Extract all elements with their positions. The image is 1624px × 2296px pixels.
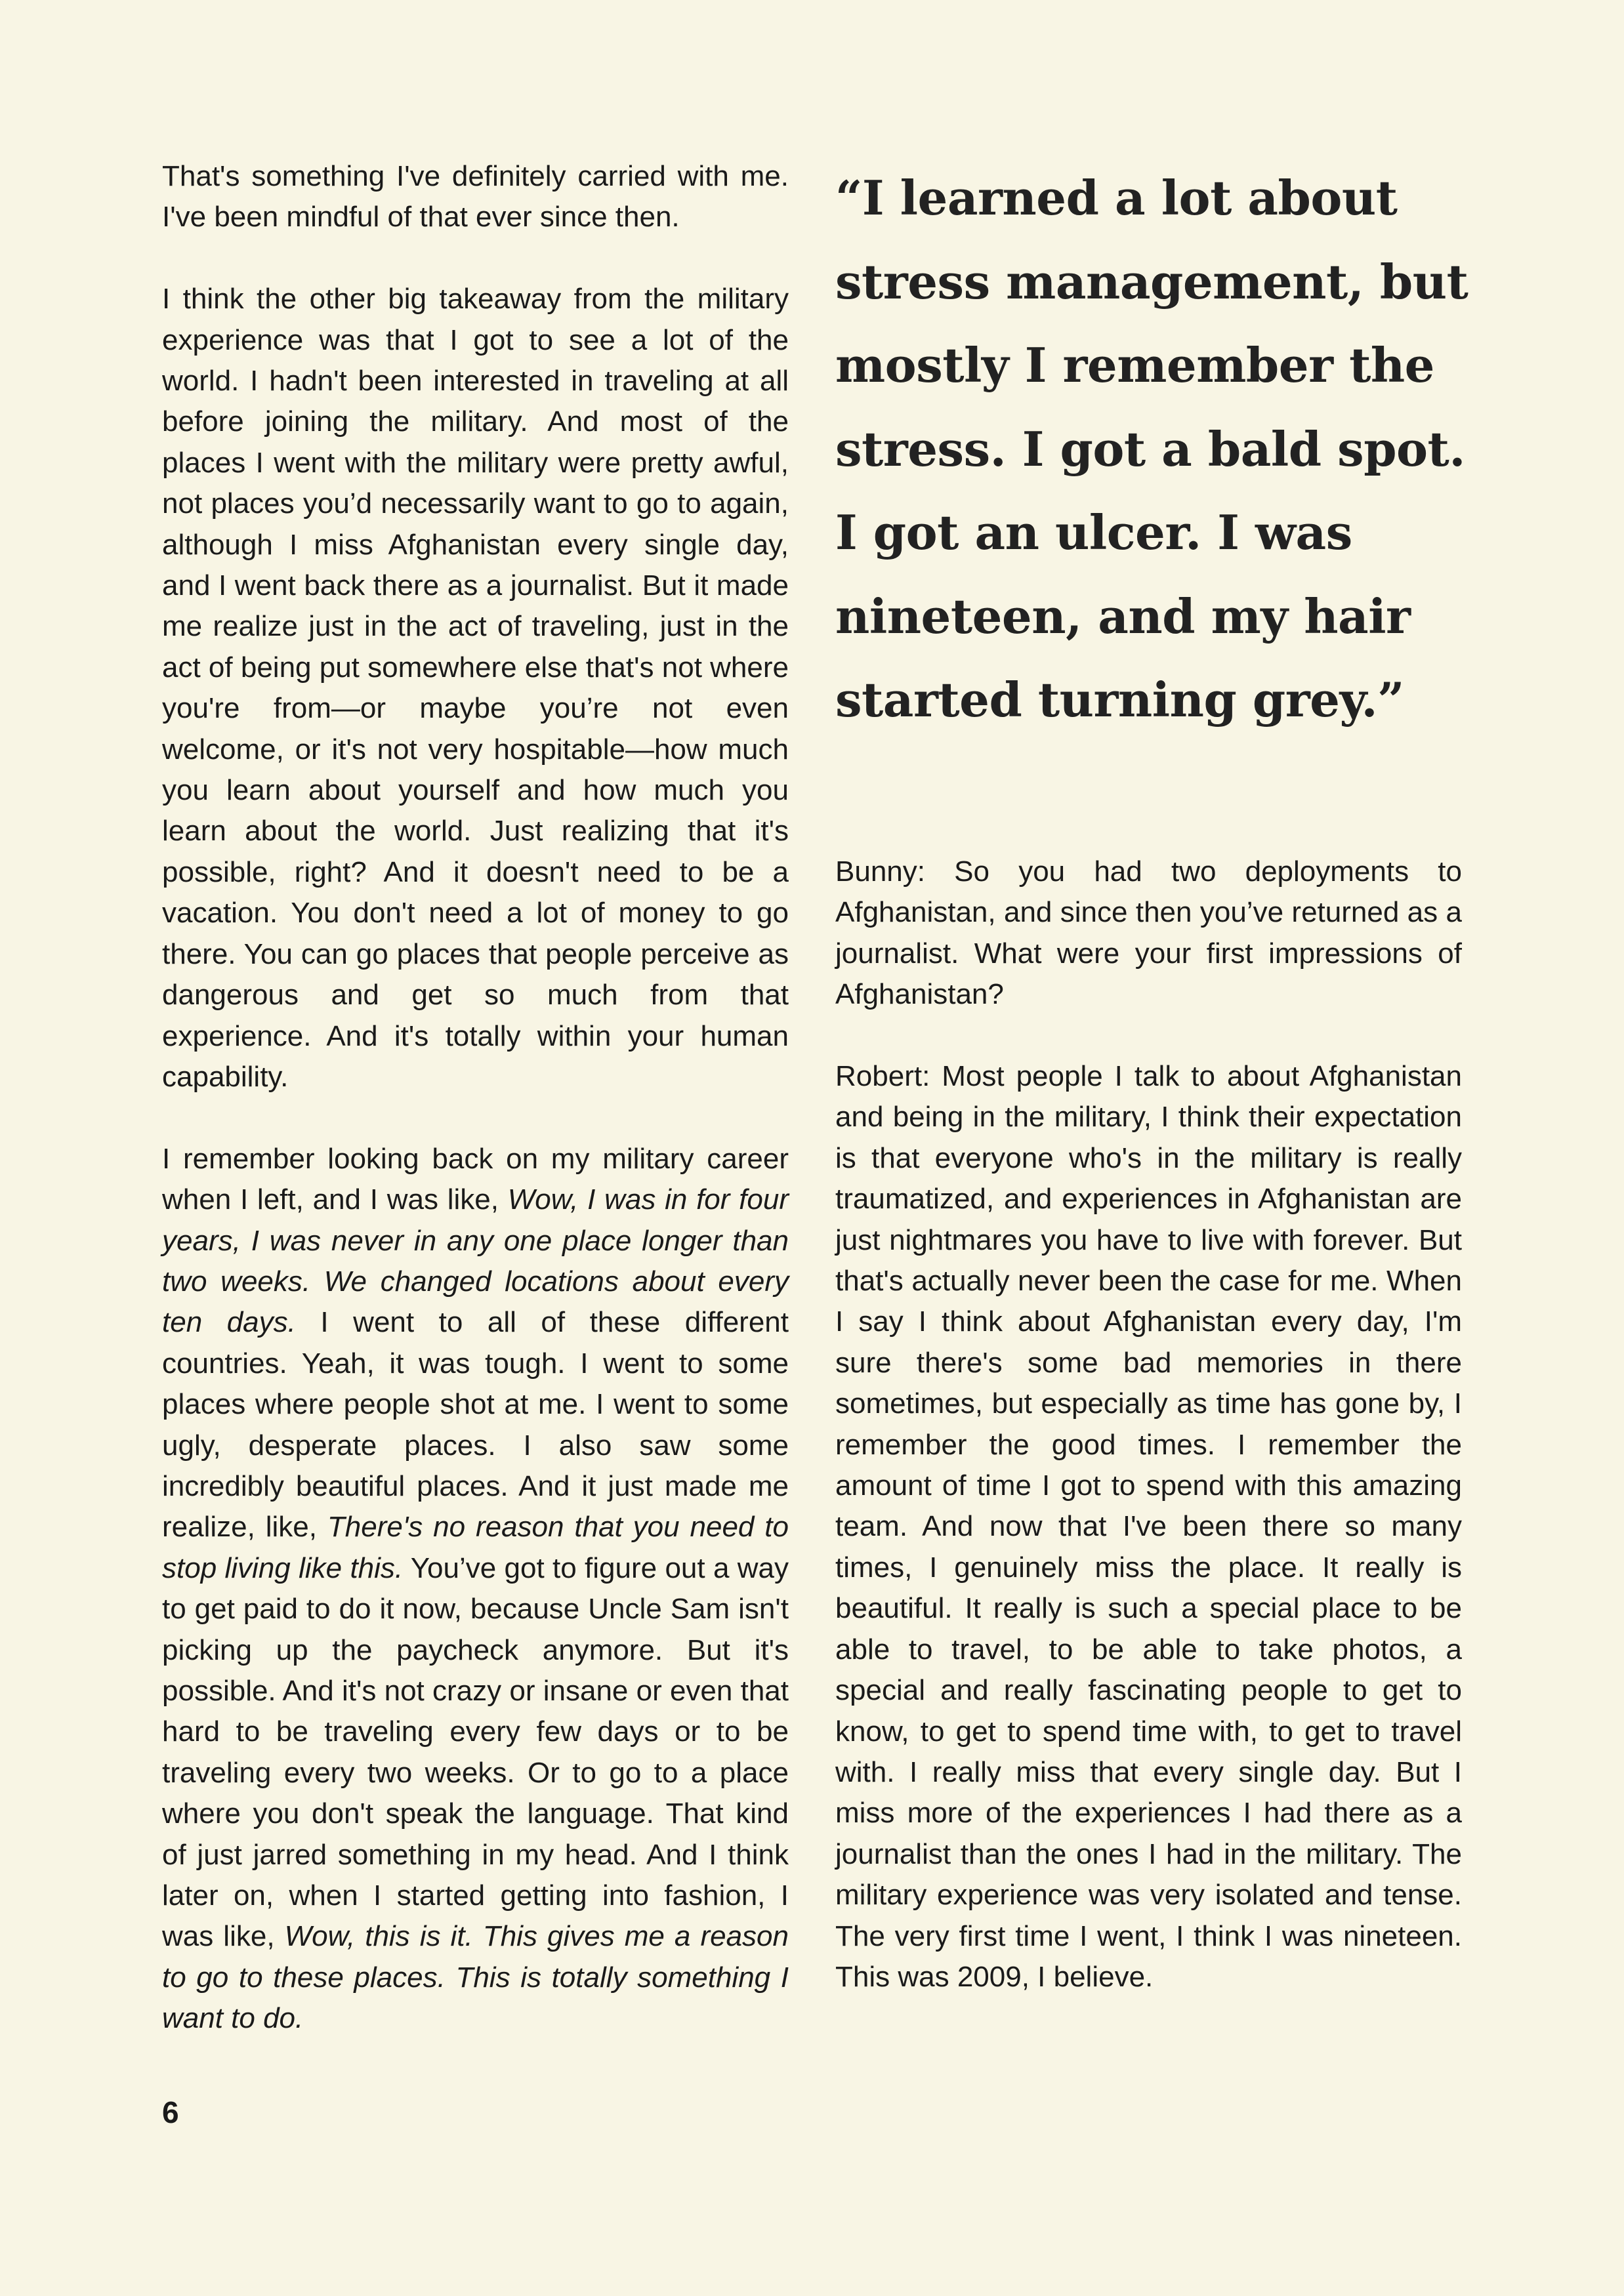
left-paragraph-3-italic-2: There's no reason that you need to stop living like this.	[162, 1511, 789, 1584]
right-paragraph-2: Robert: Most people I talk to about Afghanistan and being in the military, I think their expectation is that everyone who's in the military is really traumatized, and experiences in Afghanistan are just nightmares you have to live with forever. But that's actually never been the case for me. When I say I think about Afghanistan every day, I'm sure there's some bad memories in there sometimes, but especially as time has gone by, I remember the good times. I remember the amount of time I got to spend with this amazing team. And now that I've been there so many times, I genuinely miss the place. It really is beautiful. It really is such a special place to be able to travel, to be able to take photos, a special and really fascinating people to get to know, to get to spend time with, to get to travel with. I really miss that every single day. But I miss more of the experiences I had there as a journalist than the ones I had in the military. The military experience was very isolated and tense. The very first time I went, I think I was nineteen. This was 2009, I believe.	[835, 1060, 1462, 1993]
left-paragraph-3	[162, 1139, 789, 2040]
left-paragraph-3-italic-3: Wow, this is it. This gives me a reason to go to these places. This is totally something I want to do.	[162, 1920, 789, 2035]
left-paragraph-1: That's something I've definitely carried with me. I've been mindful of that ever since then.	[162, 160, 789, 234]
page-number: 6	[162, 2095, 179, 2129]
left-paragraph-2: I think the other big takeaway from the military experience was that I got to see a lot of the world. I hadn't been interested in traveling at all before joining the military. And most of the places I went with the military were pretty awful, not places you’d necessarily want to go to again, although I miss Afghanistan every single day, and I went back there as a journalist. But it made me realize just in the act of traveling, just in the act of being put somewhere else that's not where you're from—or maybe you’re not even welcome, or it's not very hospitable—how much you learn about yourself and how much you learn about the world. Just realizing that it's possible, right? And it doesn't need to be a vacation. You don't need a lot of money to go there. You can go places that people perceive as dangerous and get so much from that experience. And it's totally within your human capability.	[162, 283, 789, 1093]
left-column	[162, 156, 789, 2040]
right-paragraph-1: Bunny: So you had two deployments to Afghanistan, and since then you’ve returned as a journalist. What were your first impressions of Afghanistan?	[835, 855, 1462, 1011]
left-paragraph-3-italic-1: Wow, I was in for four years, I was never in any one place longer than two weeks. We changed locations about every ten days.	[162, 1183, 789, 1339]
pull-quote: “I learned a lot about stress management, but mostly I remember the stress. I got a bald spot. I got an ulcer. I was nineteen, and my hair started turning grey.”	[835, 170, 1468, 728]
left-paragraph-3-text-1: I remember looking back on my military career when I left, and I was like,	[162, 1142, 789, 1216]
left-paragraph-3-text-3: You’ve got to figure out a way to get paid to do it now, because Uncle Sam isn't picking up the paycheck anymore. But it's possible. And it's not crazy or insane or even that hard to be traveling every few days or to be traveling every two weeks. Or to go to a place where you don't speak the language. That kind of just jarred something in my head. And I think later on, when I started getting into fashion, I was like,	[162, 1551, 789, 1953]
right-column	[835, 851, 1462, 1998]
left-paragraph-3-text-2: I went to all of these different countries. Yeah, it was tough. I went to some places where people shot at me. I went to some ugly, desperate places. I also saw some incredibly beautiful places. And it just made me realize, like,	[162, 1306, 789, 1544]
